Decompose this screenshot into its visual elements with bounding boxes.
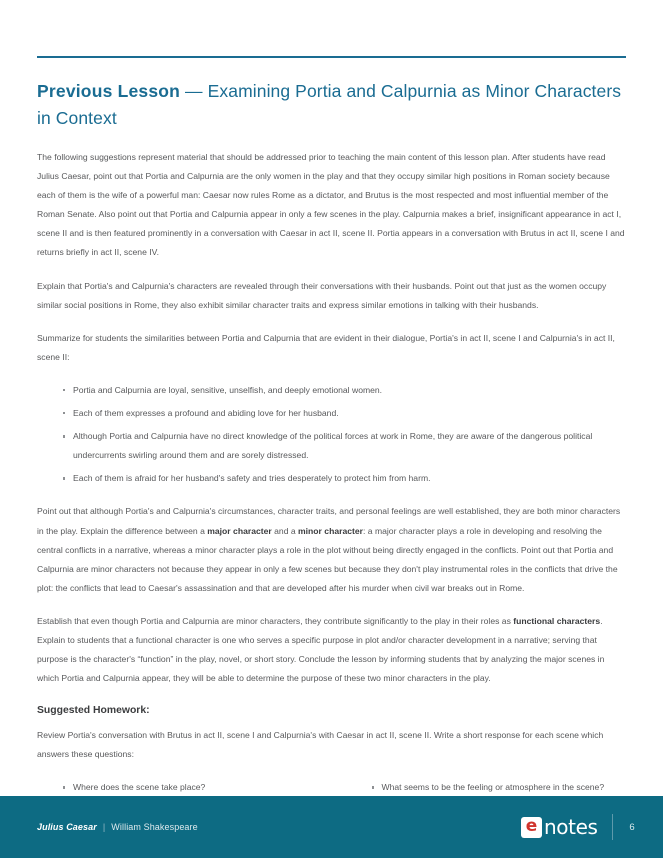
list-item: What seems to be the feeling or atmosphere in the scene?: [372, 778, 627, 797]
footer-divider: [612, 814, 614, 840]
enotes-logo-letter: e: [525, 815, 538, 836]
text-segment: Establish that even though Portia and Calpurnia are minor characters, they contribute significantly to the play in their roles as: [37, 615, 514, 626]
paragraph-homework-intro: Review Portia's conversation with Brutus in act II, scene I and Calpurnia's with Caesar in act II, scene II. Write a short response for each scene which answers these questions:: [37, 730, 604, 760]
enotes-e-icon: [521, 817, 542, 838]
paragraph-major-minor: [37, 502, 626, 597]
list-item: Although Portia and Calpurnia have no direct knowledge of the political forces at work in Rome, they are aware of the dangerous political undercurrents swirling around them and are sorely distressed.: [63, 427, 626, 465]
text-segment: and a: [271, 525, 299, 536]
list-item: Where does the scene take place?: [63, 778, 332, 797]
document-content: [37, 78, 626, 825]
footer-inner: [37, 796, 637, 858]
paragraph-summarize-lead: Summarize for students the similarities between Portia and Calpurnia that are evident in their dialogue, Portia's in act II, scene I and Calpurnia's in act II, scene II:: [37, 332, 615, 362]
page-title-dash: —: [185, 81, 203, 101]
paragraph-intro: The following suggestions represent material that should be addressed prior to teaching the main content of this lesson plan. After students have read Julius Caesar, point out that Portia and Calpurnia are the only women in the play and that they occupy similar high positions in Roman society because each of them is the wife of a powerful man: Caesar now rules Rome as a dictator, and Brutus is the most respected and most influential member of the Roman Senate. Also point out that Portia and Calpurnia appear in only a few scenes in the play. Calpurnia makes a brief, insignificant appearance in act I, scene II and is then featured prominently in a conversation with Caesar in act II, scene II. Portia appears in a conversation with Brutus in act II, scene I and returns briefly in act II, scene IV.: [37, 152, 625, 258]
page-title-subtitle: Examining Portia and Calpurnia as Minor Characters in Context: [37, 81, 622, 128]
paragraph-functional-characters: [37, 612, 626, 688]
list-item: Each of them is afraid for her husband's safety and tries desperately to protect him from harm.: [63, 469, 626, 488]
list-item: Each of them expresses a profound and abiding love for her husband.: [63, 404, 626, 423]
enotes-wordmark: notes: [544, 815, 598, 839]
footer-author: William Shakespeare: [111, 822, 198, 832]
section-heading-homework: Suggested Homework:: [37, 705, 150, 717]
paragraph-characters-revealed: Explain that Portia's and Calpurnia's characters are revealed through their conversations with their husbands. Point out that just as the women occupy similar social positions in Rome, they also exhibit similar character traits and express similar emotions in talking with their husbands.: [37, 280, 607, 310]
footer-brand-area: [521, 814, 637, 840]
text-segment: : a major character plays a role in developing and resolving the central conflicts in a narrative, whereas a minor character plays a role in the plot without being directly engaged in the conflicts. Point out that Portia and Calpurnia are minor characters not because they appear in only a few scenes but because they don't play instrumental roles in the conflicts that drive the plot: the conflicts that lead to Caesar's assassination and that are developed after his murder when civil war breaks out in Rome.: [37, 525, 618, 593]
page-title: [37, 78, 626, 132]
footer-separator: |: [102, 822, 106, 832]
term-functional-characters: functional characters: [513, 615, 601, 626]
page-number: 6: [629, 821, 635, 833]
text-segment: Point out that although Portia's and Calpurnia's circumstances, character traits, and personal feelings are well established, they are both minor characters in the play. Explain the difference between a: [37, 506, 621, 536]
header-rule: [37, 56, 626, 58]
page-footer: [0, 796, 663, 858]
term-minor-character: minor character: [298, 525, 363, 536]
enotes-logo: [521, 817, 597, 838]
list-item: Portia and Calpurnia are loyal, sensitive, unselfish, and deeply emotional women.: [63, 381, 626, 400]
footer-citation: [37, 822, 198, 832]
text-segment: . Explain to students that a functional character is one who serves a specific purpose in plot and/or character development in a narrative; serving that purpose is the character's “function” in the play, novel, or short story. Conclude the lesson by informing students that by analyzing the major scenes in which Portia and Calpurnia appear, they will be able to determine the purpose of these two minor characters in the play.: [37, 615, 605, 684]
footer-work-title: Julius Caesar: [37, 822, 97, 832]
similarities-list: [37, 381, 626, 488]
term-major-character: major character: [207, 525, 272, 536]
page-title-strong: Previous Lesson: [37, 81, 181, 101]
